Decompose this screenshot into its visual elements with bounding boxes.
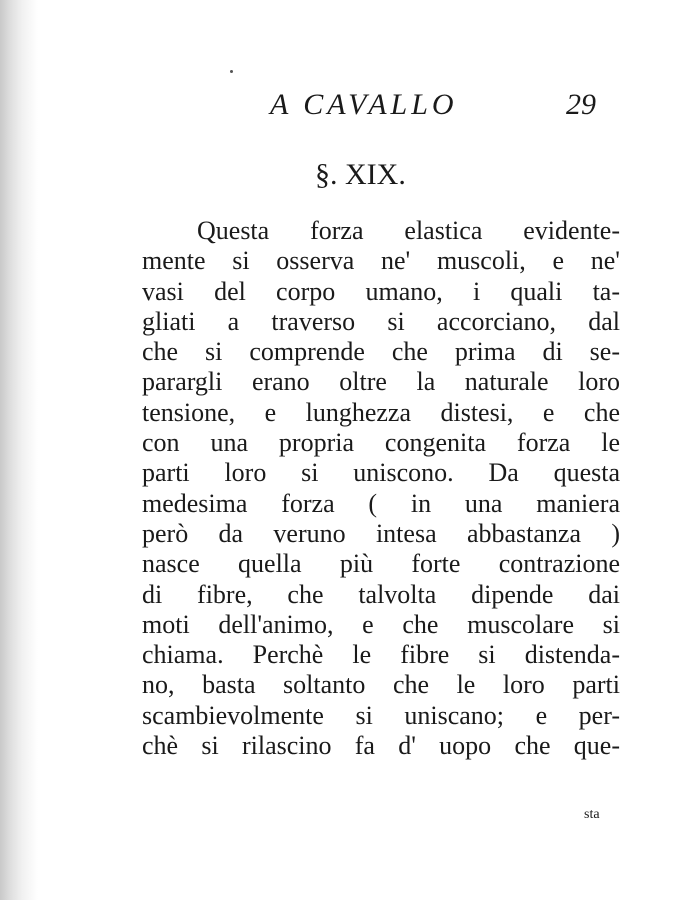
text-line: però da veruno intesa abbastanza ): [142, 518, 620, 548]
text-line: di fibre, che talvolta dipende dai: [142, 579, 620, 609]
text-line: vasi del corpo umano, i quali ta-: [142, 276, 620, 306]
text-line: chiama. Perchè le fibre si distenda-: [142, 640, 620, 670]
text-line: nasce quella più forte contrazione: [142, 549, 620, 579]
body-paragraph: [142, 216, 620, 761]
text-line: che si comprende che prima di se-: [142, 337, 620, 367]
ink-speck: [230, 70, 233, 73]
section-heading: §. XIX.: [315, 158, 406, 191]
text-line: gliati a traverso si accorciano, dal: [142, 306, 620, 336]
text-line: medesima forza ( in una maniera: [142, 488, 620, 518]
text-line: con una propria congenita forza le: [142, 428, 620, 458]
text-line: parargli erano oltre la naturale loro: [142, 367, 620, 397]
text-line: moti dell'animo, e che muscolare si: [142, 609, 620, 639]
text-line: chè si rilascino fa d' uopo che que-: [142, 731, 620, 761]
page-gutter-shadow: [0, 0, 38, 900]
text-line: tensione, e lunghezza distesi, e che: [142, 397, 620, 427]
running-title: A CAVALLO: [270, 88, 458, 121]
catchword: sta: [584, 807, 600, 822]
text-line: Questa forza elastica evidente-: [197, 216, 620, 245]
text-line: scambievolmente si uniscano; e per-: [142, 700, 620, 730]
text-line: mente si osserva ne' muscoli, e ne': [142, 246, 620, 276]
running-head: [270, 88, 620, 128]
text-line: parti loro si uniscono. Da questa: [142, 458, 620, 488]
text-line: no, basta soltanto che le loro parti: [142, 670, 620, 700]
page-number: 29: [566, 88, 596, 121]
